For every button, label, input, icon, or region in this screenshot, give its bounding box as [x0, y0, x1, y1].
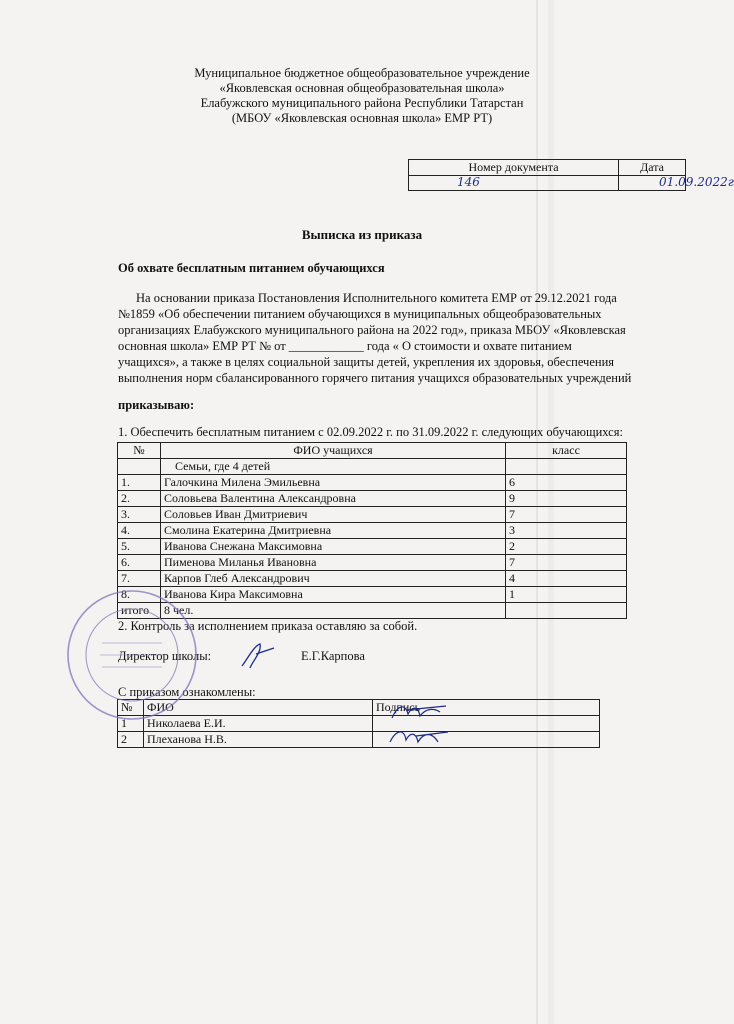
doc-number-cell [409, 176, 619, 191]
doc-date-label: Дата [619, 160, 686, 176]
doc-date-value: 01.09.2022г [659, 175, 734, 189]
doc-number-label: Номер документа [409, 160, 619, 176]
table-row [118, 491, 627, 507]
header-line: Елабужского муниципального района Республики Татарстан [200, 96, 524, 110]
row-num: 4. [118, 523, 161, 539]
table-row [118, 507, 627, 523]
col-header-grade: класс [506, 443, 627, 459]
ack-row-name: Плеханова Н.В. [144, 732, 373, 748]
row-num: 1. [118, 475, 161, 491]
document-title: Выписка из приказа [301, 227, 423, 242]
order-word: приказываю: [118, 398, 195, 412]
order-item-2: 2. Контроль за исполнением приказа оставляю за собой. [118, 619, 418, 633]
row-num: 3. [118, 507, 161, 523]
total-label: итого [118, 603, 161, 619]
ack-row-num: 1 [118, 716, 144, 732]
body-line: учащихся», а также в целях социальной защиты детей, укрепления их здоровья, обеспечения [118, 355, 615, 369]
doc-date-cell [619, 175, 734, 191]
body-line: На основании приказа Постановления Исполнительного комитета ЕМР от 29.12.2021 года [136, 291, 617, 305]
row-num: 8. [118, 587, 161, 603]
ack-row-name: Николаева Е.И. [144, 716, 373, 732]
organization-header [0, 66, 724, 126]
student-name: Карпов Глеб Александрович [161, 571, 506, 587]
order-body [118, 290, 678, 386]
student-name: Иванова Снежана Максимовна [161, 539, 506, 555]
student-name: Соловьев Иван Дмитриевич [161, 507, 506, 523]
group-label: Семьи, где 4 детей [161, 459, 506, 475]
student-grade: 9 [506, 491, 627, 507]
body-line: основная школа» ЕМР РТ № от ____________ года « О стоимости и охвате питанием [118, 339, 572, 353]
col-header-name: ФИО учащихся [161, 443, 506, 459]
student-name: Пименова Миланья Ивановна [161, 555, 506, 571]
student-name: Иванова Кира Максимовна [161, 587, 506, 603]
group-row-grade [506, 459, 627, 475]
acknowledgement-label: С приказом ознакомлены: [118, 685, 256, 699]
table-row [118, 555, 627, 571]
header-line: (МБОУ «Яковлевская основная школа» ЕМР РТ) [231, 111, 493, 125]
header-line: Муниципальное бюджетное общеобразовательное учреждение [194, 66, 530, 80]
ack-col-signature: Подпись [373, 700, 600, 716]
signature-icon [386, 724, 456, 748]
body-line: организациях Елабужского муниципального района на 2022 год», приказа МБОУ «Яковлевская [118, 323, 626, 337]
signature-icon [386, 700, 456, 722]
row-num: 6. [118, 555, 161, 571]
student-grade: 4 [506, 571, 627, 587]
director-signature-icon [238, 640, 278, 670]
table-row [118, 475, 627, 491]
body-line: №1859 «Об обеспечении питанием обучающихся в муниципальных общеобразовательных [118, 307, 602, 321]
body-line: выполнения норм сбалансированного горячего питания учащихся образовательных учреждений [118, 371, 632, 385]
order-item-1: 1. Обеспечить бесплатным питанием с 02.09.2022 г. по 31.09.2022 г. следующих обучающихся: [118, 425, 623, 439]
ack-col-num: № [118, 700, 144, 716]
col-header-num: № [118, 443, 161, 459]
table-row [118, 732, 600, 748]
student-name: Соловьева Валентина Александровна [161, 491, 506, 507]
row-num: 2. [118, 491, 161, 507]
doc-number-value: 146 [457, 175, 480, 189]
student-name: Смолина Екатерина Дмитриевна [161, 523, 506, 539]
student-grade: 7 [506, 555, 627, 571]
ack-col-name: ФИО [144, 700, 373, 716]
document-number-table [408, 159, 734, 191]
ack-row-num: 2 [118, 732, 144, 748]
total-grade [506, 603, 627, 619]
student-grade: 6 [506, 475, 627, 491]
row-num: 7. [118, 571, 161, 587]
group-row-num [118, 459, 161, 475]
official-stamp-icon [62, 585, 202, 725]
total-value: 8 чел. [161, 603, 506, 619]
director-name: Е.Г.Карпова [301, 649, 365, 663]
order-subject: Об охвате бесплатным питанием обучающихся [118, 261, 385, 275]
student-grade: 2 [506, 539, 627, 555]
director-label: Директор школы: [118, 649, 212, 663]
row-num: 5. [118, 539, 161, 555]
student-grade: 1 [506, 587, 627, 603]
table-row [118, 539, 627, 555]
header-line: «Яковлевская основная общеобразовательная школа» [219, 81, 505, 95]
student-grade: 3 [506, 523, 627, 539]
student-name: Галочкина Милена Эмильевна [161, 475, 506, 491]
table-row [118, 523, 627, 539]
student-grade: 7 [506, 507, 627, 523]
